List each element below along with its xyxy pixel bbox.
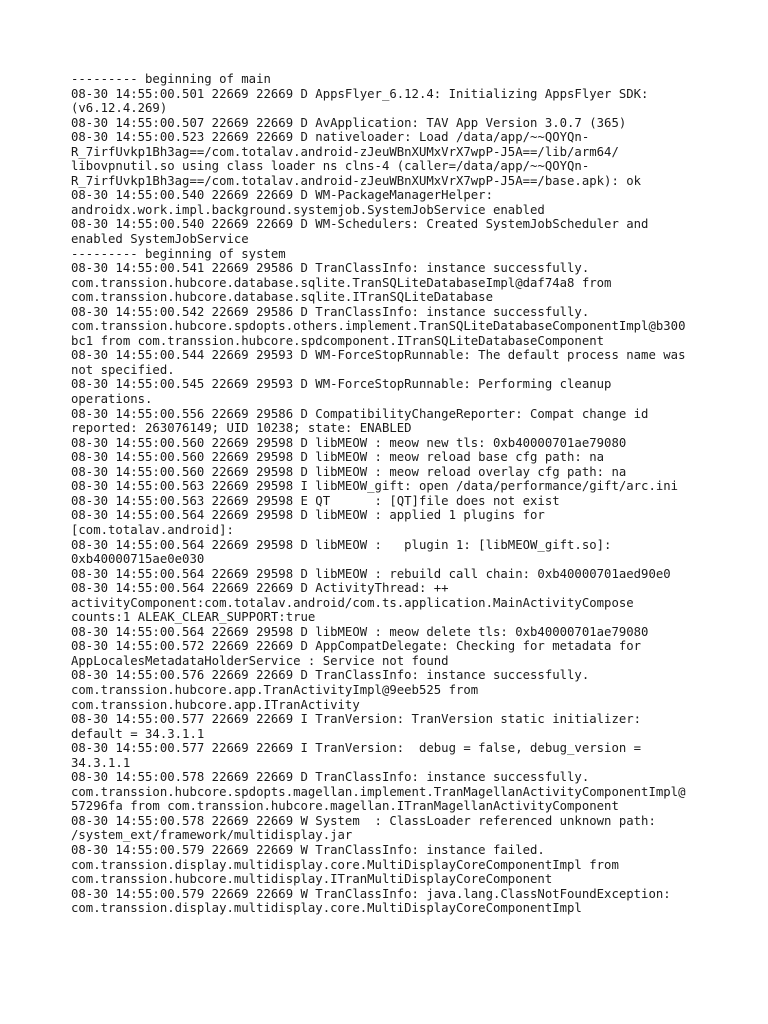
log-line: 08-30 14:55:00.560 22669 29598 D libMEOW : meow reload overlay cfg path: na bbox=[71, 464, 627, 479]
log-line: 08-30 14:55:00.556 22669 29586 D CompatibilityChangeReporter: Compat change id bbox=[71, 406, 649, 421]
log-line: 08-30 14:55:00.523 22669 22669 D nativeloader: Load /data/app/~~QOYQn- bbox=[71, 130, 590, 145]
log-line: com.transsion.hubcore.spdopts.magellan.implement.TranMagellanActivityComponentImpl@ bbox=[71, 784, 686, 799]
log-line: com.transsion.hubcore.database.sqlite.TranSQLiteDatabaseImpl@daf74a8 from bbox=[71, 275, 612, 290]
log-line: com.transsion.hubcore.app.ITranActivity bbox=[71, 697, 360, 712]
log-line: 08-30 14:55:00.578 22669 22669 D TranClassInfo: instance successfully. bbox=[71, 770, 590, 785]
log-line: R_7irfUvkp1Bh3ag==/com.totalav.android-zJeuWBnXUMxVrX7wpP-J5A==/base.apk): ok bbox=[71, 173, 642, 188]
log-line: default = 34.3.1.1 bbox=[71, 726, 205, 741]
log-line: --------- beginning of system bbox=[71, 246, 286, 261]
log-line: 08-30 14:55:00.572 22669 22669 D AppCompatDelegate: Checking for metadata for bbox=[71, 639, 642, 654]
log-line: /system_ext/framework/multidisplay.jar bbox=[71, 828, 353, 843]
log-line: AppLocalesMetadataHolderService : Service not found bbox=[71, 653, 449, 668]
log-line: operations. bbox=[71, 392, 153, 407]
log-document bbox=[71, 72, 761, 916]
log-line: 08-30 14:55:00.540 22669 22669 D WM-PackageManagerHelper: bbox=[71, 188, 493, 203]
log-line: 08-30 14:55:00.560 22669 29598 D libMEOW : meow new tls: 0xb40000701ae79080 bbox=[71, 435, 627, 450]
log-line: 08-30 14:55:00.579 22669 22669 W TranClassInfo: java.lang.ClassNotFoundException: bbox=[71, 886, 671, 901]
log-line: (v6.12.4.269) bbox=[71, 101, 168, 116]
log-line: 08-30 14:55:00.560 22669 29598 D libMEOW : meow reload base cfg path: na bbox=[71, 450, 605, 465]
log-line: 08-30 14:55:00.507 22669 22669 D AvApplication: TAV App Version 3.0.7 (365) bbox=[71, 115, 627, 130]
log-line: bc1 from com.transsion.hubcore.spdcomponent.ITranSQLiteDatabaseComponent bbox=[71, 333, 605, 348]
log-line: 08-30 14:55:00.564 22669 29598 D libMEOW : rebuild call chain: 0xb40000701aed90e0 bbox=[71, 566, 671, 581]
log-line: 08-30 14:55:00.540 22669 22669 D WM-Schedulers: Created SystemJobScheduler and bbox=[71, 217, 649, 232]
log-line: 08-30 14:55:00.564 22669 29598 D libMEOW : plugin 1: [libMEOW_gift.so]: bbox=[71, 537, 612, 552]
log-line: com.transsion.hubcore.app.TranActivityImpl@9eeb525 from bbox=[71, 682, 479, 697]
log-line: 08-30 14:55:00.577 22669 22669 I TranVersion: debug = false, debug_version = bbox=[71, 741, 642, 756]
log-line: activityComponent:com.totalav.android/com.ts.application.MainActivityCompose bbox=[71, 595, 634, 610]
log-line: 34.3.1.1 bbox=[71, 755, 131, 770]
log-line: 08-30 14:55:00.564 22669 29598 D libMEOW : meow delete tls: 0xb40000701ae79080 bbox=[71, 624, 649, 639]
log-line: not specified. bbox=[71, 362, 175, 377]
log-line: 08-30 14:55:00.545 22669 29593 D WM-ForceStopRunnable: Performing cleanup bbox=[71, 377, 612, 392]
log-line: com.transsion.display.multidisplay.core.MultiDisplayCoreComponentImpl bbox=[71, 901, 582, 916]
log-line: libovpnutil.so using class loader ns clns-4 (caller=/data/app/~~QOYQn- bbox=[71, 159, 590, 174]
log-line: 57296fa from com.transsion.hubcore.magellan.ITranMagellanActivityComponent bbox=[71, 799, 619, 814]
log-line: com.transsion.hubcore.database.sqlite.ITranSQLiteDatabase bbox=[71, 290, 493, 305]
log-line: com.transsion.hubcore.spdopts.others.implement.TranSQLiteDatabaseComponentImpl@b300 bbox=[71, 319, 686, 334]
log-line: 08-30 14:55:00.544 22669 29593 D WM-ForceStopRunnable: The default process name was bbox=[71, 348, 686, 363]
log-line: com.transsion.hubcore.multidisplay.ITranMultiDisplayCoreComponent bbox=[71, 872, 553, 887]
log-line: [com.totalav.android]: bbox=[71, 522, 234, 537]
log-line: 08-30 14:55:00.578 22669 22669 W System : ClassLoader referenced unknown path: bbox=[71, 813, 656, 828]
log-line: 08-30 14:55:00.542 22669 29586 D TranClassInfo: instance successfully. bbox=[71, 304, 590, 319]
log-line: reported: 263076149; UID 10238; state: ENABLED bbox=[71, 421, 412, 436]
log-line: R_7irfUvkp1Bh3ag==/com.totalav.android-zJeuWBnXUMxVrX7wpP-J5A==/lib/arm64/ bbox=[71, 144, 619, 159]
log-line: 08-30 14:55:00.563 22669 29598 I libMEOW_gift: open /data/performance/gift/arc.ini bbox=[71, 479, 679, 494]
log-line: 08-30 14:55:00.579 22669 22669 W TranClassInfo: instance failed. bbox=[71, 842, 545, 857]
log-line: 08-30 14:55:00.564 22669 29598 D libMEOW : applied 1 plugins for bbox=[71, 508, 545, 523]
log-line: 08-30 14:55:00.577 22669 22669 I TranVersion: TranVersion static initializer: bbox=[71, 712, 642, 727]
log-line: 08-30 14:55:00.501 22669 22669 D AppsFlyer_6.12.4: Initializing AppsFlyer SDK: bbox=[71, 86, 649, 101]
log-line: 08-30 14:55:00.576 22669 22669 D TranClassInfo: instance successfully. bbox=[71, 668, 590, 683]
log-line: 08-30 14:55:00.564 22669 22669 D ActivityThread: ++ bbox=[71, 581, 449, 596]
log-line: 08-30 14:55:00.541 22669 29586 D TranClassInfo: instance successfully. bbox=[71, 261, 590, 276]
log-line: --------- beginning of main bbox=[71, 72, 271, 86]
log-line: androidx.work.impl.background.systemjob.SystemJobService enabled bbox=[71, 202, 545, 217]
log-line: enabled SystemJobService bbox=[71, 232, 249, 247]
log-line: 0xb40000715ae0e030 bbox=[71, 552, 205, 567]
log-line: com.transsion.display.multidisplay.core.MultiDisplayCoreComponentImpl from bbox=[71, 857, 619, 872]
log-line: counts:1 ALEAK_CLEAR_SUPPORT:true bbox=[71, 610, 316, 625]
log-line: 08-30 14:55:00.563 22669 29598 E QT : [QT]file does not exist bbox=[71, 493, 560, 508]
